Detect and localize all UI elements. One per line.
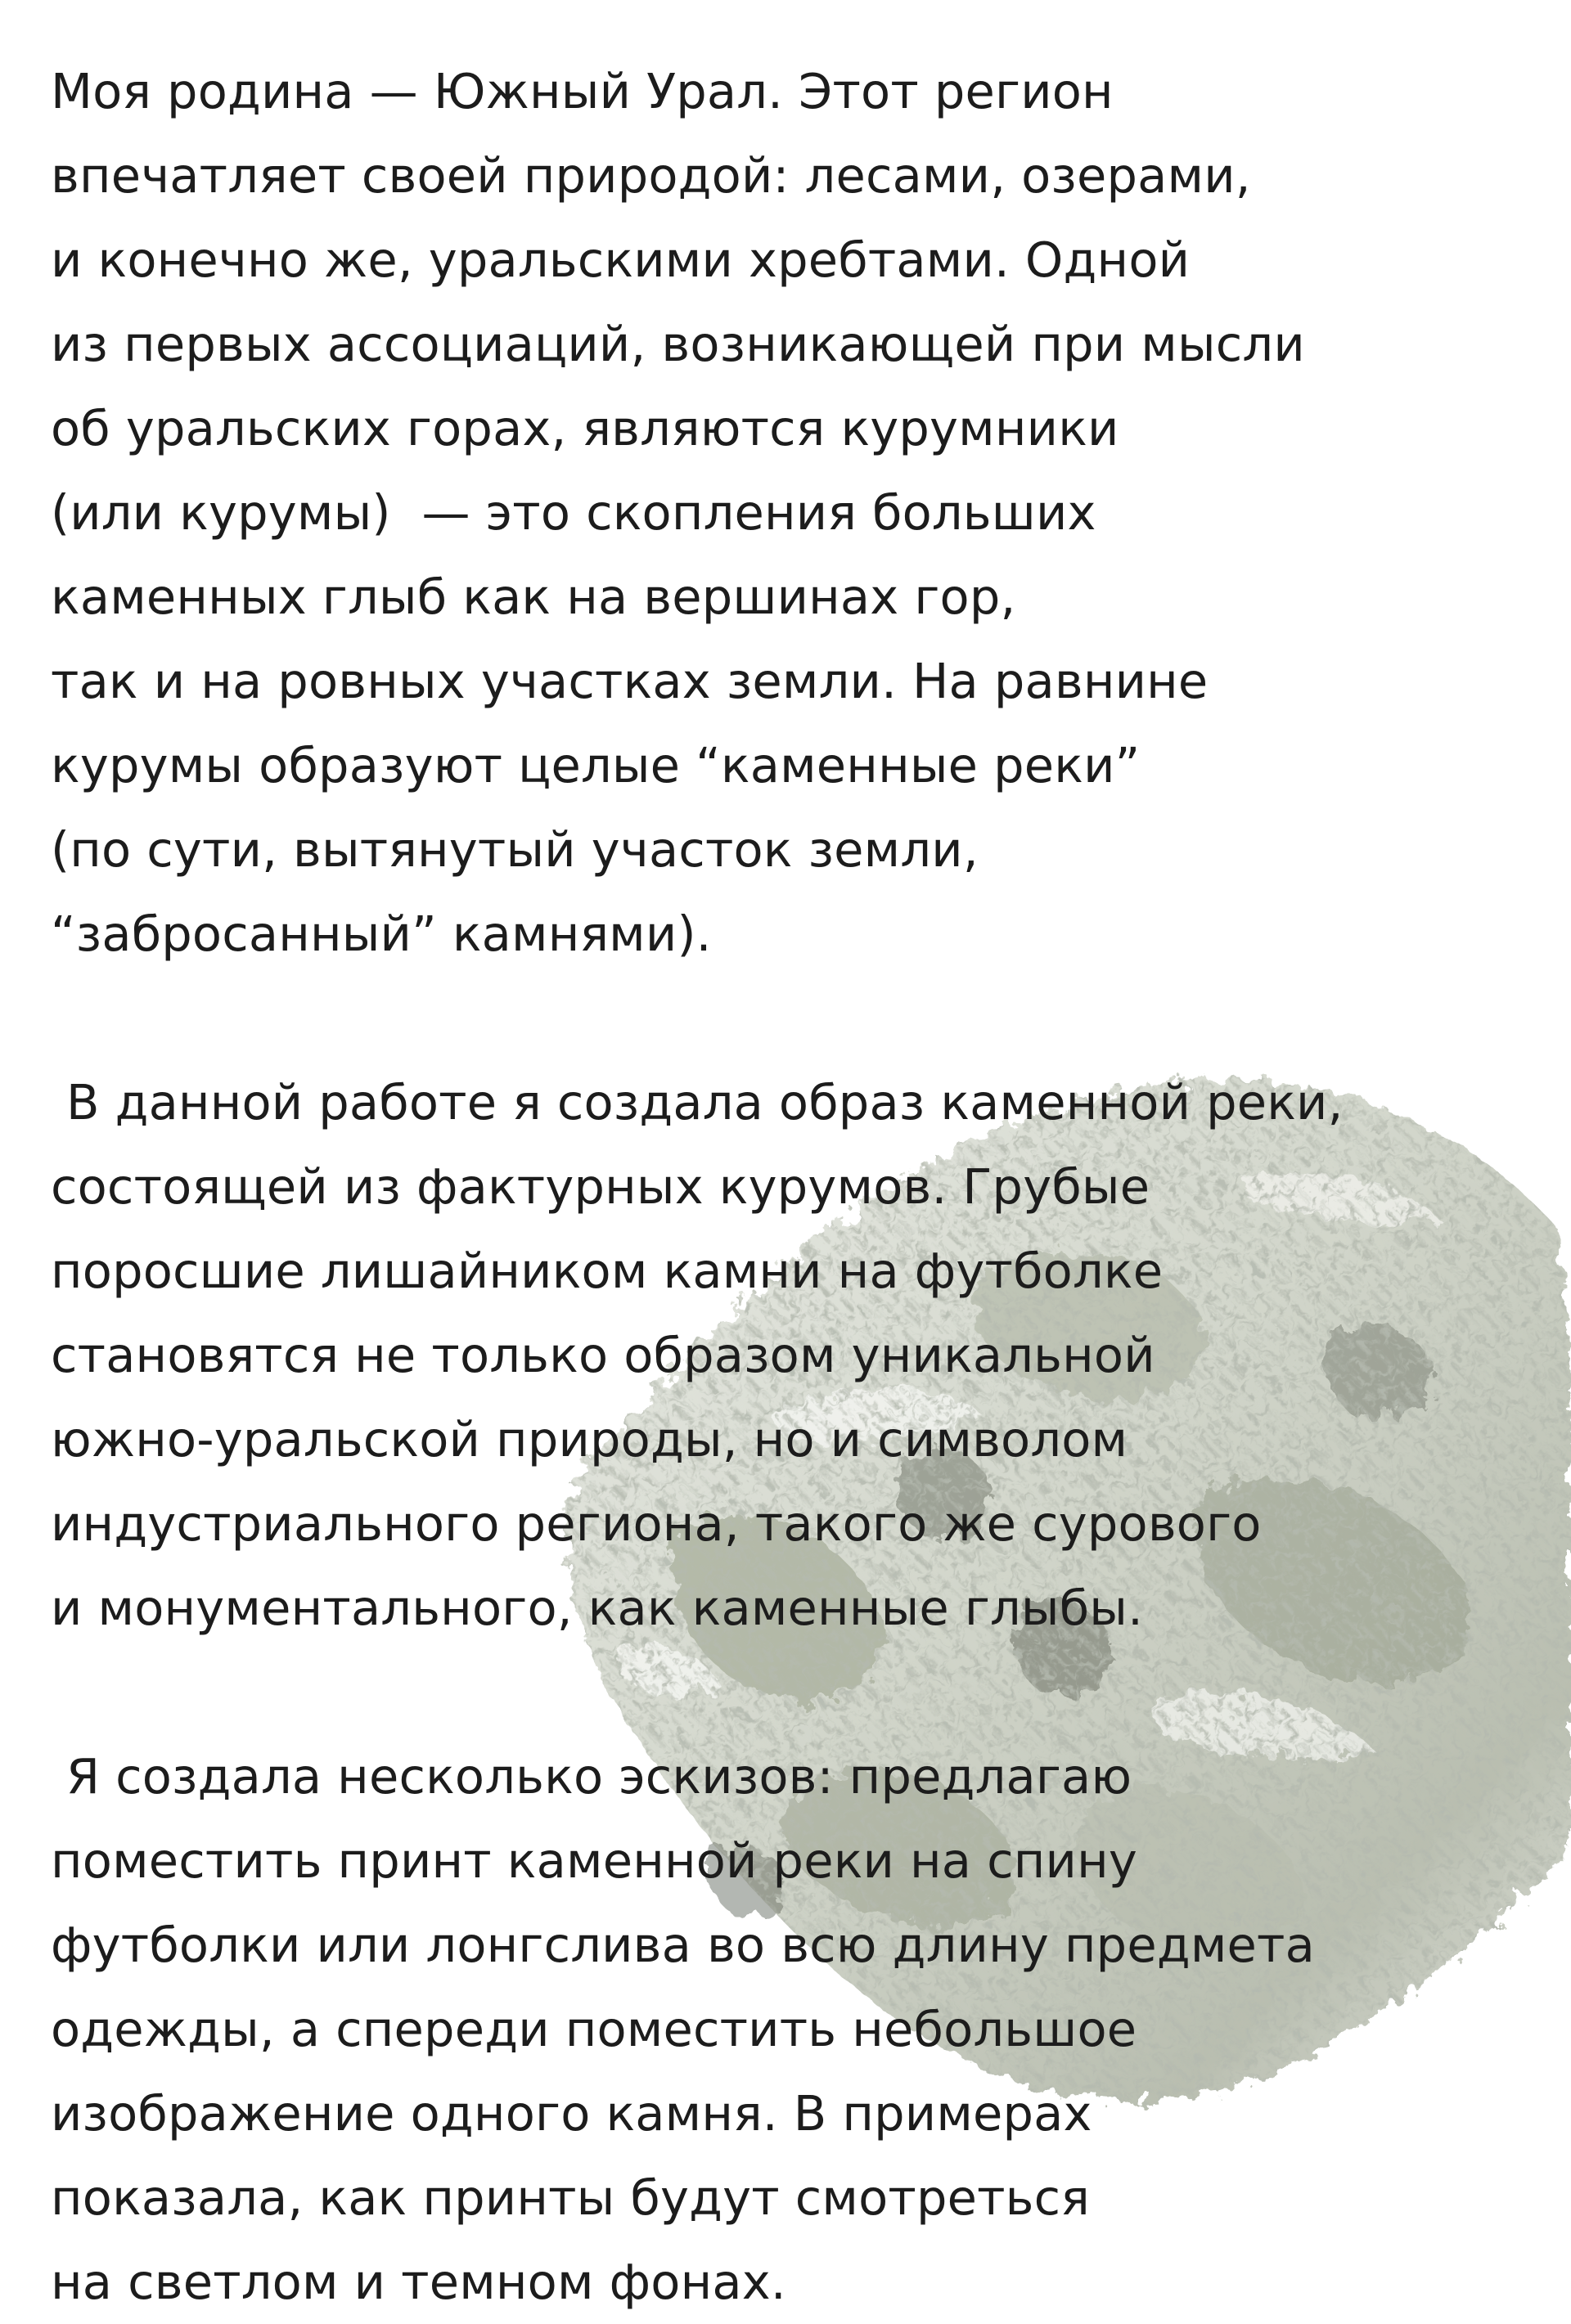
text-line: (по сути, вытянутый участок земли, (51, 821, 979, 878)
text-line: изображение одного камня. В примерах (51, 2085, 1092, 2142)
paragraph-gap (51, 1650, 1540, 1734)
paragraph-3 (51, 1734, 1540, 2324)
text-line: из первых ассоциаций, возникающей при мысли (51, 316, 1305, 372)
text-line: так и на ровных участках земли. На равнине (51, 653, 1209, 709)
text-line: об уральских горах, являются курумники (51, 400, 1119, 456)
text-line: Моя родина — Южный Урал. Этот регион (51, 63, 1114, 119)
text-line: каменных глыб как на вершинах гор, (51, 569, 1016, 625)
text-line: южно-уральской природы, но и символом (51, 1411, 1128, 1468)
paragraph-1 (51, 49, 1540, 976)
text-line: на светлом и темном фонах. (51, 2254, 786, 2310)
text-line: (или курумы) — это скопления больших (51, 484, 1096, 541)
text-line: поросшие лишайником камни на футболке (51, 1243, 1164, 1299)
text-line: показала, как принты будут смотреться (51, 2169, 1090, 2226)
body-text (51, 49, 1540, 2324)
text-line: В данной работе я создала образ каменной реки, (51, 1074, 1344, 1131)
text-line: состоящей из фактурных курумов. Грубые (51, 1158, 1150, 1215)
text-line: становятся не только образом уникальной (51, 1327, 1155, 1383)
paragraph-2 (51, 1060, 1540, 1650)
text-line: поместить принт каменной реки на спину (51, 1832, 1137, 1889)
text-line: курумы образуют целые “каменные реки” (51, 737, 1141, 793)
text-line: впечатляет своей природой: лесами, озерами, (51, 147, 1251, 204)
text-line: “заброcанный” камнями). (51, 906, 712, 962)
text-line: Я создала несколько эскизов: предлагаю (51, 1748, 1132, 1805)
text-line: и монументального, как каменные глыбы. (51, 1580, 1144, 1636)
text-line: одежды, а спереди поместить небольшое (51, 2001, 1137, 2057)
text-line: и конечно же, уральскими хребтами. Одной (51, 232, 1191, 288)
paragraph-gap (51, 976, 1540, 1060)
text-line: индустриального региона, такого же сурового (51, 1495, 1262, 1552)
text-line: футболки или лонгслива во всю длину предмета (51, 1917, 1315, 1973)
